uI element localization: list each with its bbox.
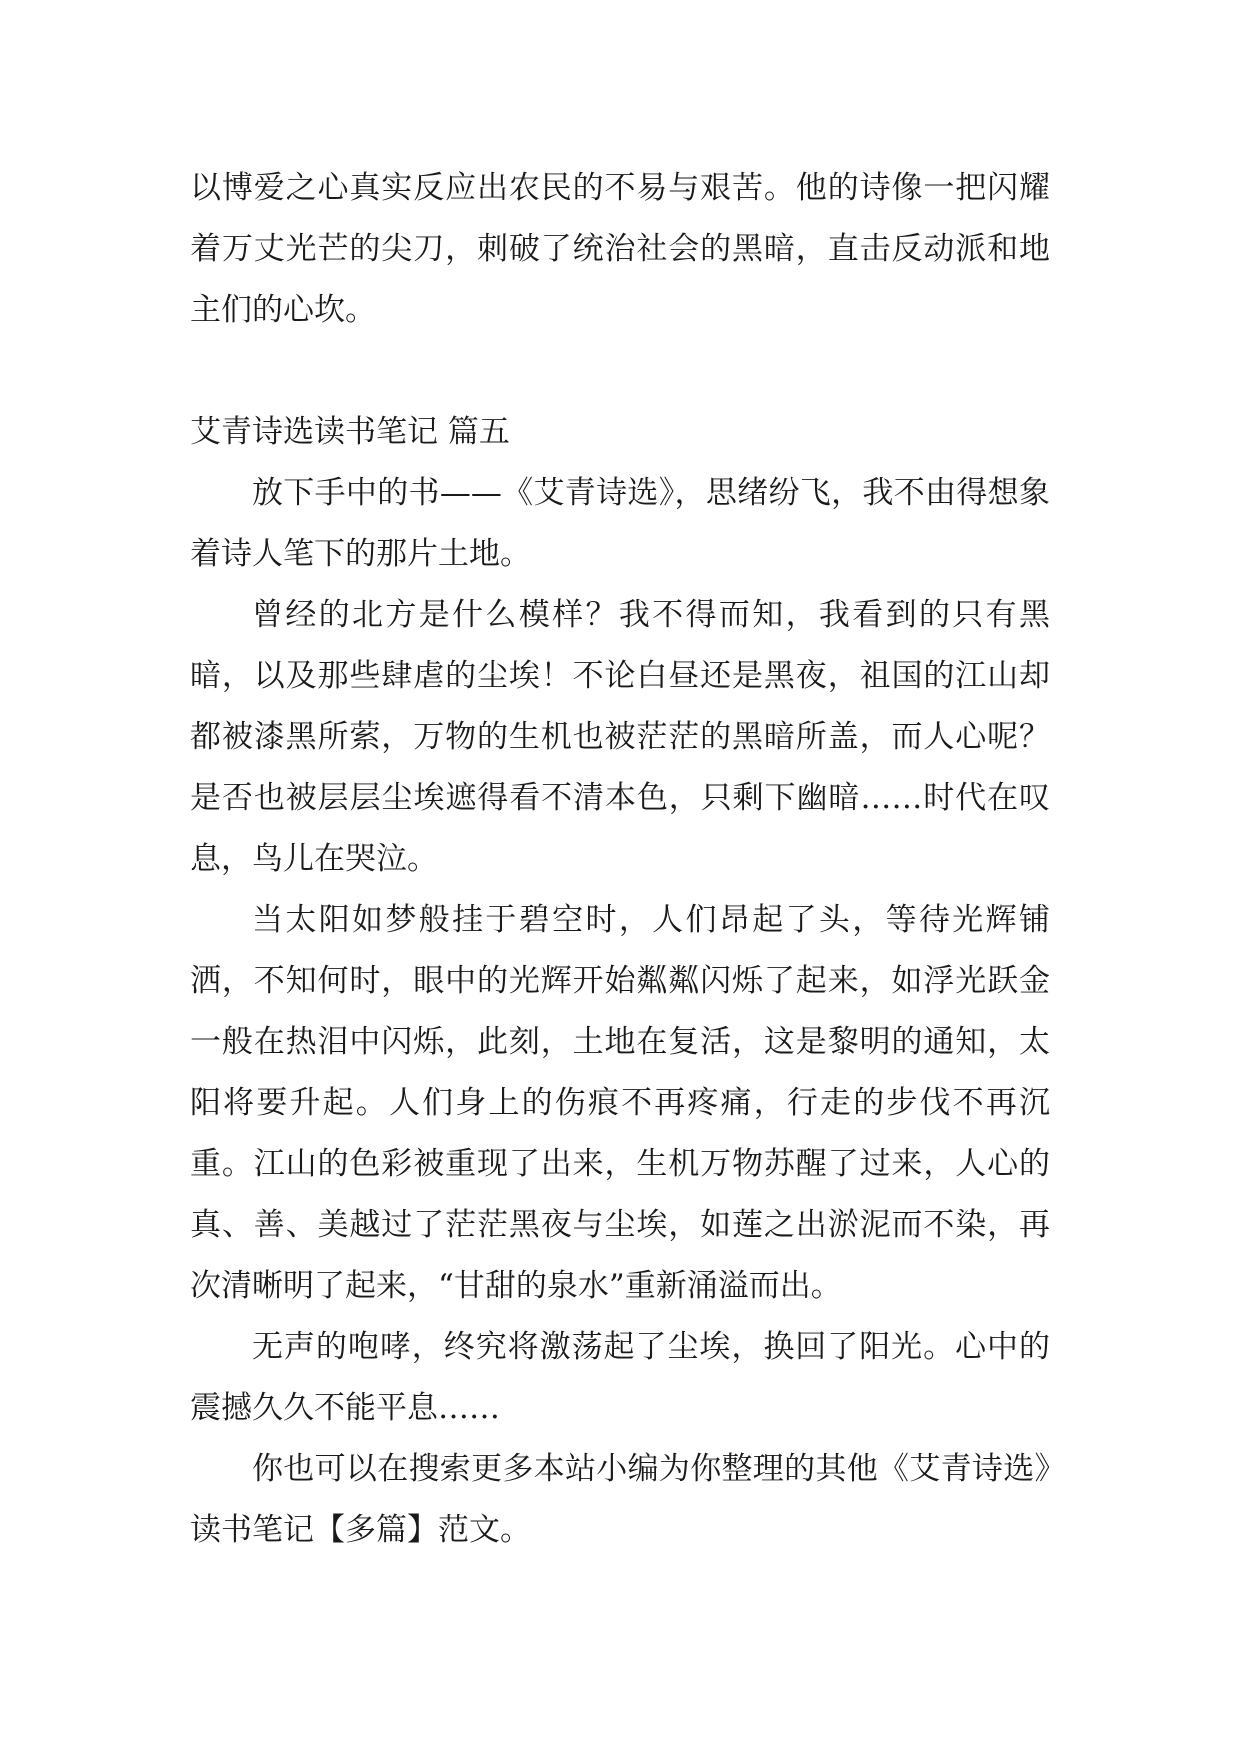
section-heading: 艾青诗选读书笔记 篇五 (190, 414, 510, 450)
document-page (190, 158, 1050, 1561)
paragraph: 你也可以在搜索更多本站小编为你整理的其他《艾青诗选》读书笔记【多篇】范文。 (190, 1451, 1050, 1548)
paragraph: 曾经的北方是什么模样？我不得而知，我看到的只有黑暗，以及那些肆虐的尘埃！不论白昼还是黑夜，祖国的江山却都被漆黑所萦，万物的生机也被茫茫的黑暗所盖，而人心呢？是否也被层层尘埃遮得看不清本色，只剩下幽暗……时代在叹息，鸟儿在哭泣。 (190, 597, 1050, 877)
paragraph: 放下手中的书——《艾青诗选》，思绪纷飞，我不由得想象着诗人笔下的那片土地。 (190, 475, 1050, 572)
paragraph: 当太阳如梦般挂于碧空时，人们昂起了头，等待光辉铺洒，不知何时，眼中的光辉开始粼粼闪烁了起来，如浮光跃金一般在热泪中闪烁，此刻，土地在复活，这是黎明的通知，太阳将要升起。人们身上的伤痕不再疼痛，行走的步伐不再沉重。江山的色彩被重现了出来，生机万物苏醒了过来，人心的真、善、美越过了茫茫黑夜与尘埃，如莲之出淤泥而不染，再次清晰明了起来，“甘甜的泉水”重新涌溢而出。 (190, 902, 1050, 1304)
section-gap (190, 341, 1050, 402)
paragraph: 无声的咆哮，终究将激荡起了尘埃，换回了阳光。心中的震撼久久不能平息…… (190, 1329, 1050, 1426)
continued-paragraph: 以博爱之心真实反应出农民的不易与艰苦。他的诗像一把闪耀着万丈光芒的尖刀，刺破了统治社会的黑暗，直击反动派和地主们的心坎。 (190, 170, 1050, 328)
